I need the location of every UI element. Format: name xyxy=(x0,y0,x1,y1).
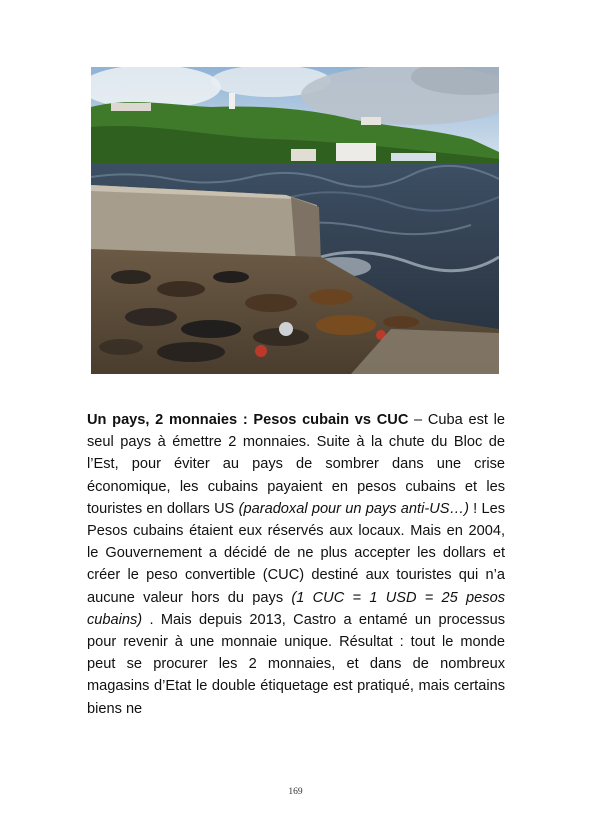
article-segment: – Cuba est le seul pays à émettre 2 monnaies. Suite à la chute du Bloc de l’Est, pour éviter au pays de sombrer dans une crise économique, les cubains payaient en pesos cubains et les touristes en dollars US xyxy=(87,412,505,517)
page-number: 169 xyxy=(288,787,303,797)
article-segment-italic: (paradoxal pour un pays anti-US…) xyxy=(238,500,469,517)
article-segment-italic: (1 CUC = 1 USD = 25 pesos cubains) xyxy=(87,589,505,628)
article-paragraph xyxy=(87,409,505,720)
article-segment: . Mais depuis 2013, Castro a entamé un processus pour revenir à une monnaie unique. Résultat : tout le monde peut se procurer les 2 monnaies, et dans de nombreux magasins d’Etat le double étiquetage est pratiqué, mais certains biens ne xyxy=(87,611,505,717)
article-segment: ! Les Pesos cubains étaient eux réservés aux locaux. Mais en 2004, le Gouvernement a décidé de ne plus accepter les dollars et créer le peso convertible (CUC) destiné aux touristes qui n’a aucune valeur hors du pays xyxy=(87,500,506,606)
harbor-photo xyxy=(91,67,499,374)
article-lead: Un pays, 2 monnaies : Pesos cubain vs CUC xyxy=(87,412,409,428)
